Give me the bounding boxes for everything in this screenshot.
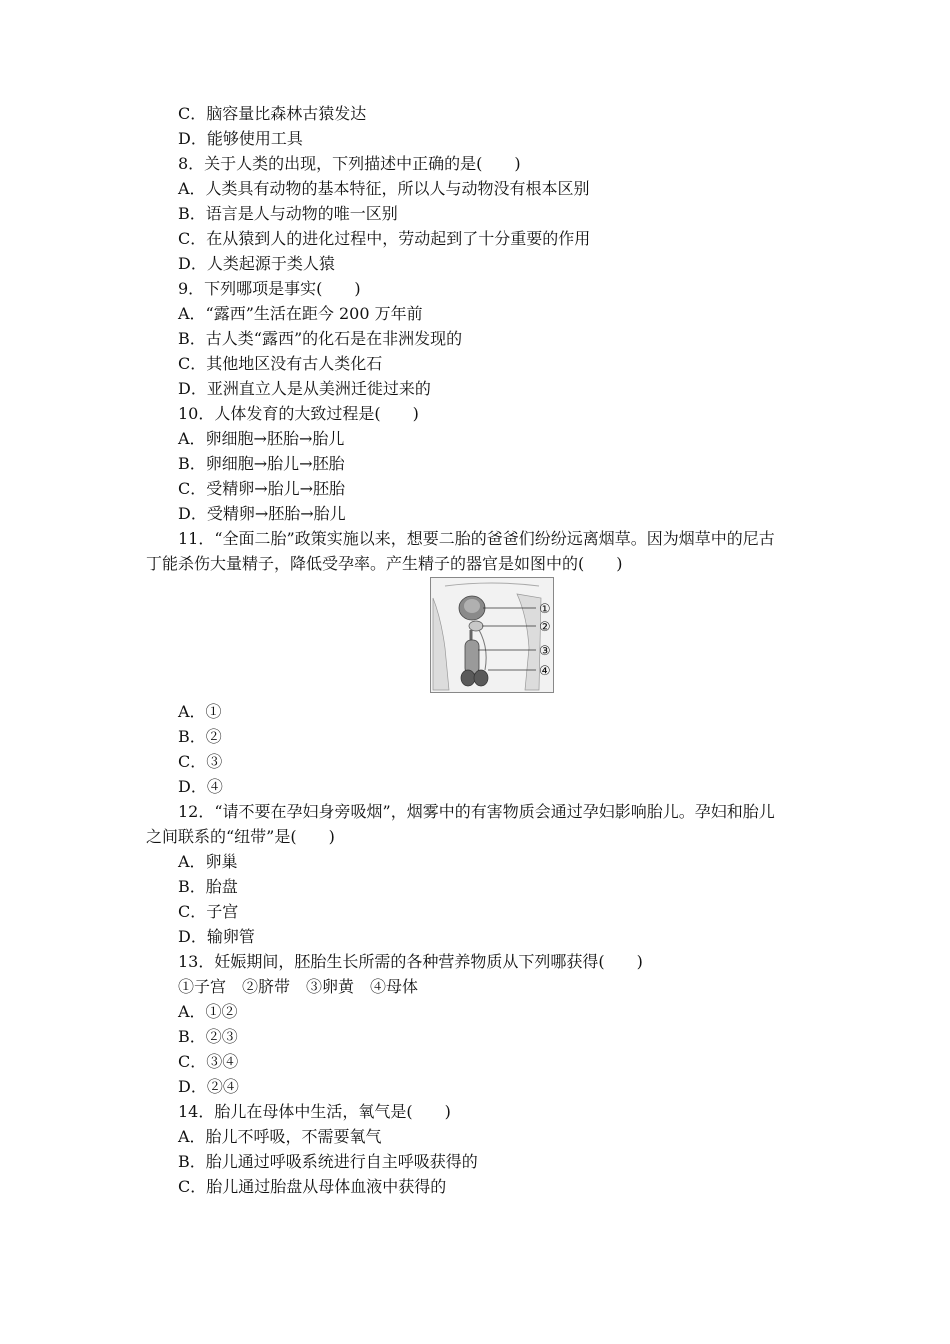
question-14: 14．胎儿在母体中生活，氧气是( )	[178, 1102, 451, 1121]
question-13-items: ①子宫 ②脐带 ③卵黄 ④母体	[178, 977, 419, 996]
option-8c: C．在从猿到人的进化过程中，劳动起到了十分重要的作用	[178, 229, 591, 248]
option-10d: D．受精卵→胚胎→胎儿	[178, 504, 346, 523]
figure-label-2: ②	[539, 620, 551, 635]
question-13: 13．妊娠期间，胚胎生长所需的各种营养物质从下列哪获得( )	[178, 952, 643, 971]
option-11d: D．④	[178, 777, 223, 796]
figure-label-3: ③	[539, 644, 551, 659]
question-9: 9．下列哪项是事实( )	[178, 279, 361, 298]
question-12-cont: 之间联系的“纽带”是( )	[146, 827, 335, 846]
option-9b: B．古人类“露西”的化石是在非洲发现的	[178, 329, 463, 348]
anatomy-diagram-icon	[431, 578, 553, 692]
option-9c: C．其他地区没有古人类化石	[178, 354, 383, 373]
option-11c: C．③	[178, 752, 223, 771]
male-reproductive-figure	[430, 577, 554, 693]
question-11-cont: 丁能杀伤大量精子，降低受孕率。产生精子的器官是如图中的( )	[146, 554, 623, 573]
figure-label-1: ①	[539, 602, 551, 617]
option-14a: A．胎儿不呼吸，不需要氧气	[178, 1127, 382, 1146]
option-8a: A．人类具有动物的基本特征，所以人与动物没有根本区别	[178, 179, 590, 198]
option-11a: A．①	[178, 702, 222, 721]
option-12d: D．输卵管	[178, 927, 255, 946]
option-10c: C．受精卵→胎儿→胚胎	[178, 479, 346, 498]
question-12: 12．“请不要在孕妇身旁吸烟”，烟雾中的有害物质会通过孕妇影响胎儿。孕妇和胎儿	[178, 802, 775, 821]
question-10: 10．人体发育的大致过程是( )	[178, 404, 419, 423]
option-12c: C．子宫	[178, 902, 239, 921]
option-11b: B．②	[178, 727, 222, 746]
question-11: 11．“全面二胎”政策实施以来，想要二胎的爸爸们纷纷远离烟草。因为烟草中的尼古	[178, 529, 775, 548]
option-8b: B．语言是人与动物的唯一区别	[178, 204, 398, 223]
figure-label-4: ④	[539, 664, 551, 679]
option-14b: B．胎儿通过呼吸系统进行自主呼吸获得的	[178, 1152, 478, 1171]
option-13b: B．②③	[178, 1027, 238, 1046]
option-14c: C．胎儿通过胎盘从母体血液中获得的	[178, 1177, 447, 1196]
option-9d: D．亚洲直立人是从美洲迁徙过来的	[178, 379, 431, 398]
option-13d: D．②④	[178, 1077, 239, 1096]
option-12a: A．卵巢	[178, 852, 238, 871]
option-13a: A．①②	[178, 1002, 238, 1021]
option-10b: B．卵细胞→胎儿→胚胎	[178, 454, 345, 473]
option-13c: C．③④	[178, 1052, 239, 1071]
option-7d: D．能够使用工具	[178, 129, 303, 148]
option-8d: D．人类起源于类人猿	[178, 254, 335, 273]
option-10a: A．卵细胞→胚胎→胎儿	[178, 429, 345, 448]
question-8: 8．关于人类的出现，下列描述中正确的是( )	[178, 154, 521, 173]
option-9a: A．“露西”生活在距今 200 万年前	[178, 304, 423, 323]
option-7c: C．脑容量比森林古猿发达	[178, 104, 367, 123]
option-12b: B．胎盘	[178, 877, 238, 896]
